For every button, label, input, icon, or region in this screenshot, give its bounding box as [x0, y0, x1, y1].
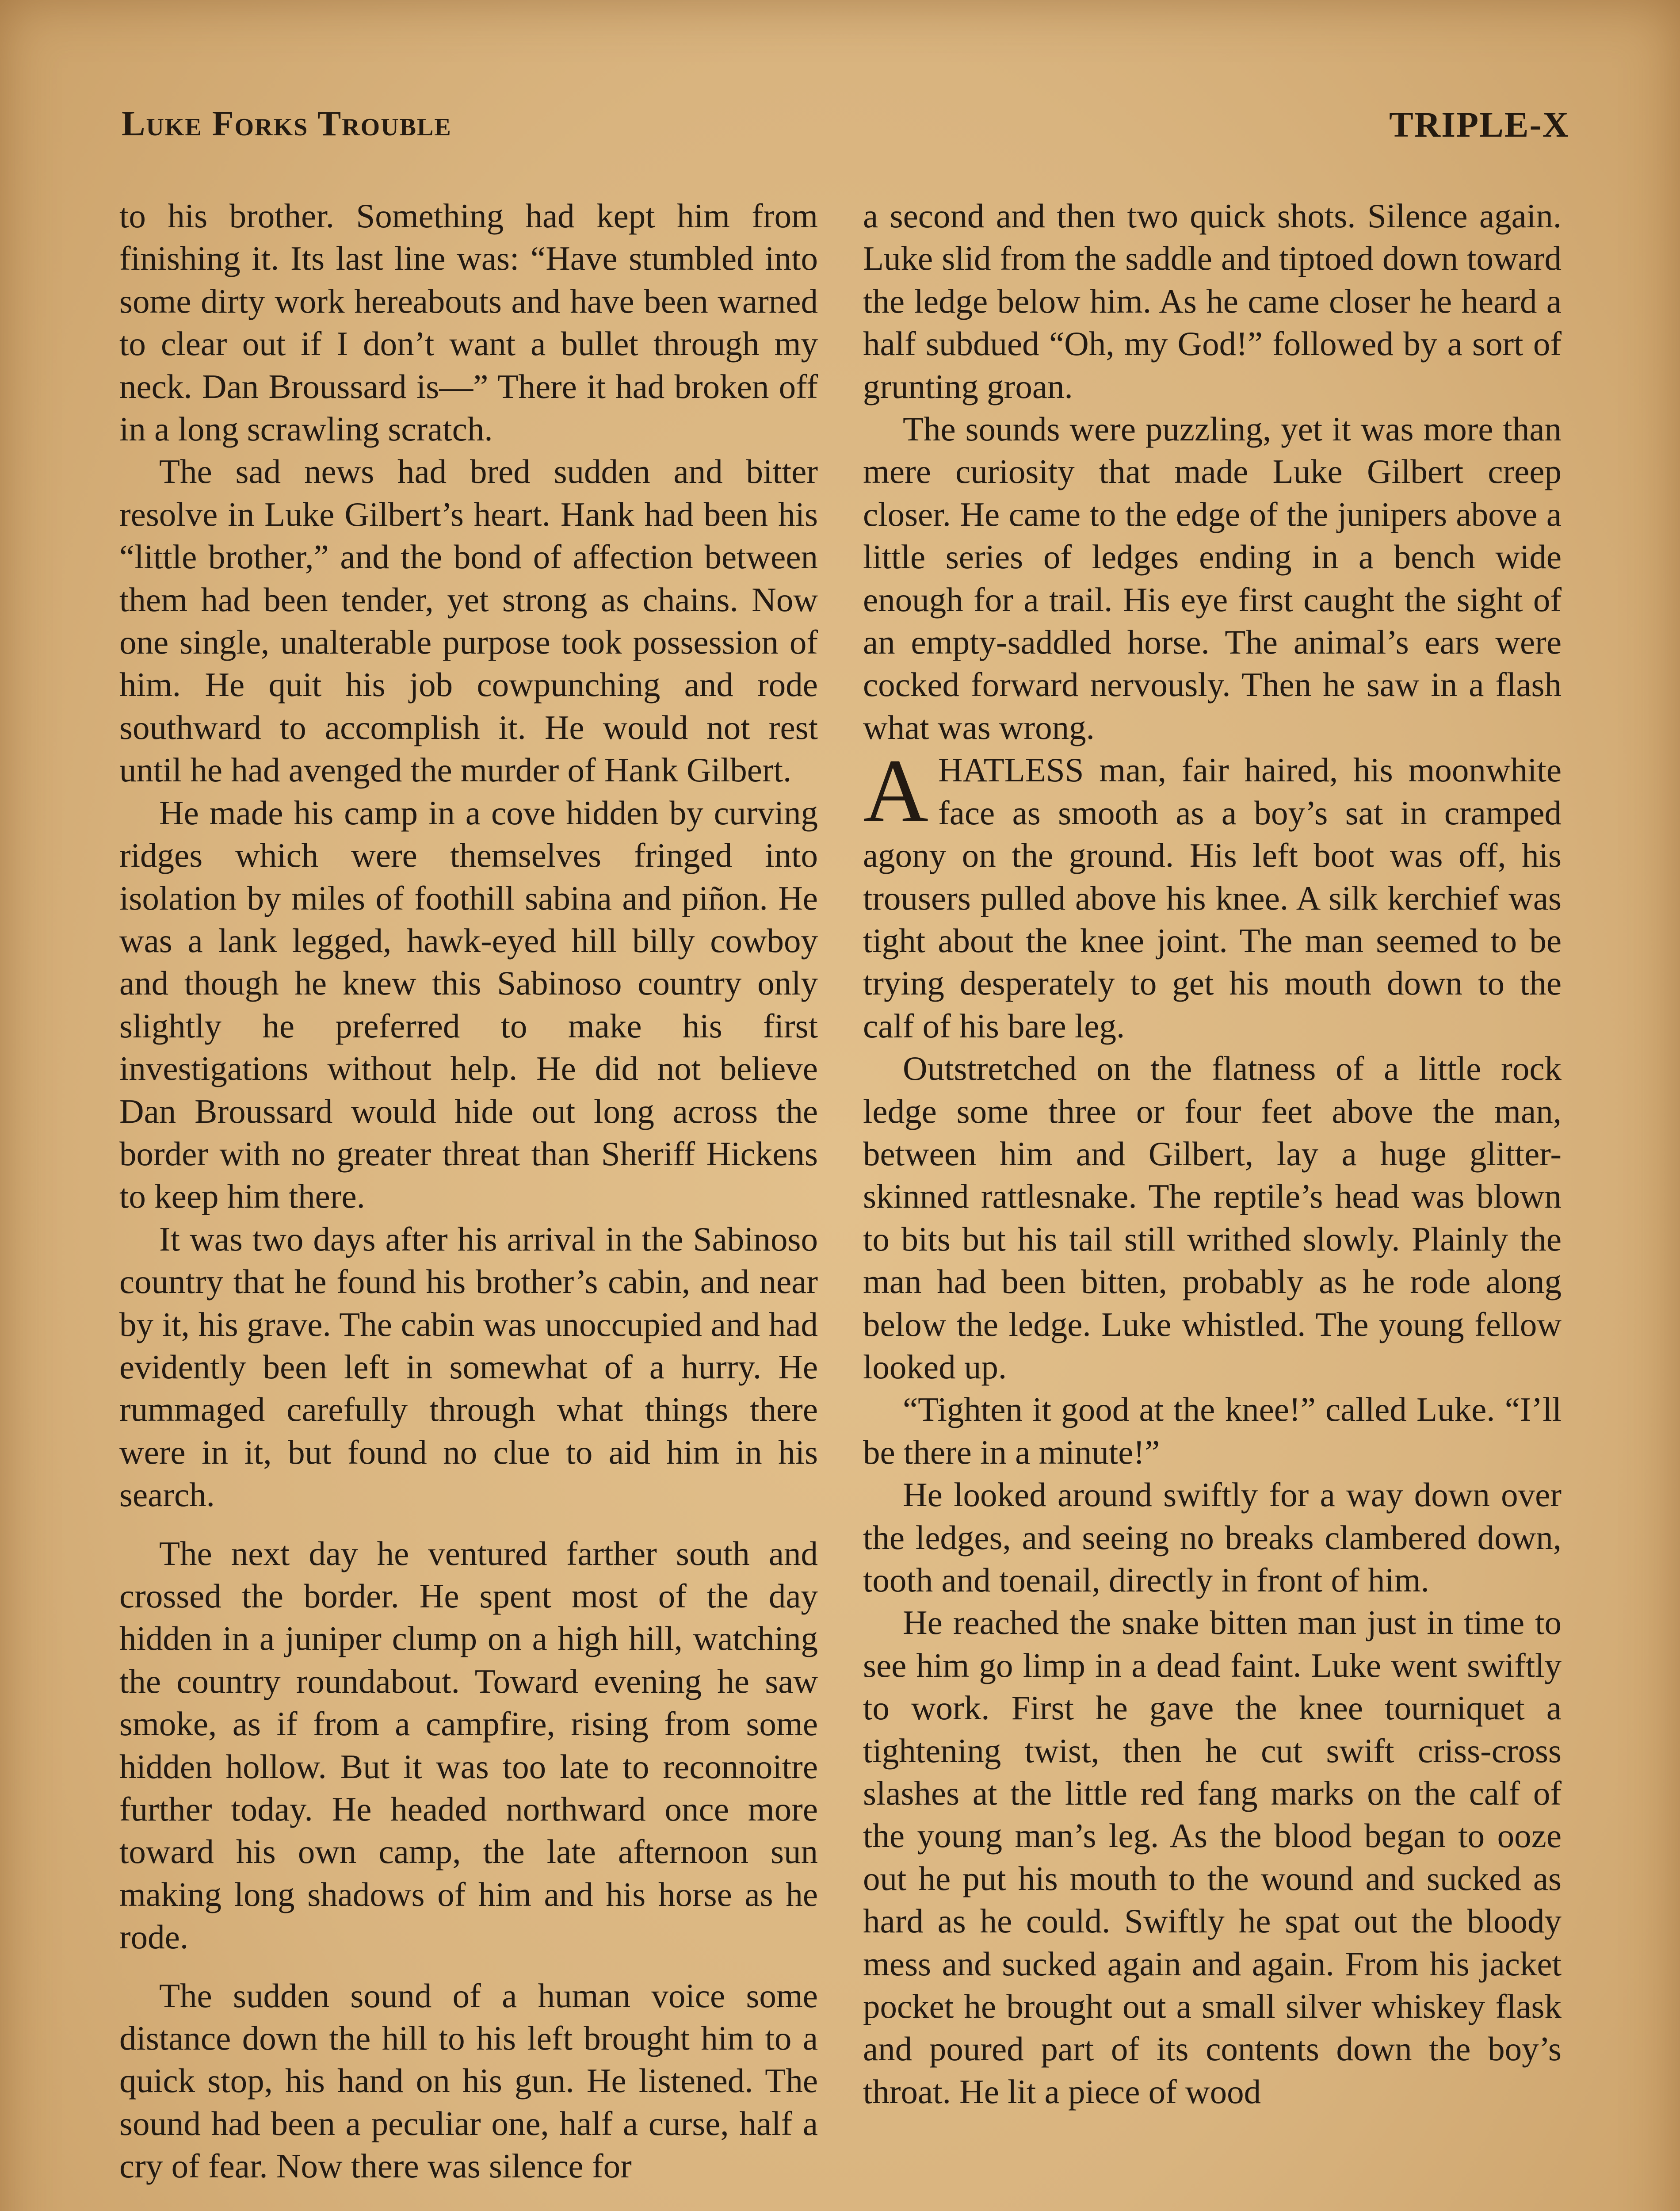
paragraph: The sounds were puzzling, yet it was more than mere curiosity that made Luke Gilbert creep closer. He came to the edge of the junipers above a little series of ledges ending in a bench wide enough for a trail. His eye first caught the sight of an empty-saddled horse. The animal’s ears were cocked forward nervously. Then he saw in a flash what was wrong.	[863, 410, 1562, 746]
paragraph: He looked around swiftly for a way down over the ledges, and seeing no breaks clambered down, tooth and toenail, directly in front of him.	[863, 1476, 1562, 1599]
paragraph: The next day he ventured farther south and crossed the border. He spent most of the day hidden in a juniper clump on a high hill, watching the country roundabout. Toward evening he saw smoke, as if from a campfire, rising from some hidden hollow. But it was too late to reconnoitre further today. He headed northward once more toward his own camp, the late afternoon sun making long shadows of him and his horse as he rode.	[119, 1534, 818, 1956]
paragraph: He reached the snake bitten man just in time to see him go limp in a dead faint. Luke went swiftly to work. First he gave the knee tourniquet a tightening twist, then he cut swift criss-cross slashes at the little red fang marks on the calf of the young man’s leg. As the blood began to ooze out he put his mouth to the wound and sucked as hard as he could. Swiftly he spat out the bloody mess and sucked again and again. From his jacket pocket he brought out a small silver whiskey flask and poured part of its contents down the boy’s throat. He lit a piece of wood	[863, 1603, 1562, 2111]
running-head-magazine: TRIPLE-X	[1389, 104, 1569, 145]
section-opening-paragraph	[863, 741, 1562, 1047]
right-text-column	[863, 195, 1562, 2211]
paragraph: The sudden sound of a human voice some distance down the hill to his left brought him to a quick stop, his hand on his gun. He listened. The sound had been a peculiar one, half a curse, half a cry of fear. Now there was silence for	[119, 1976, 818, 2185]
section-lead-text: HATLESS man, fair haired, his moonwhite face as smooth as a boy’s sat in cramped agony on the ground. His left boot was off, his trousers pulled above his knee. A silk kerchief was tight about the knee joint. The man seemed to be trying desperately to get his mouth down to the calf of his bare leg.	[863, 751, 1562, 1045]
paragraph: The sad news had bred sudden and bitter resolve in Luke Gilbert’s heart. Hank had been his “little brother,” and the bond of affection between them had been tender, yet strong as chains. Now one single, unalterable purpose took possession of him. He quit his job cowpunching and rode southward to accomplish it. He would not rest until he had avenged the murder of Hank Gilbert.	[119, 452, 818, 789]
paragraph: Outstretched on the flatness of a little rock ledge some three or four feet above the man, between him and Gilbert, lay a huge glitter-skinned rattlesnake. The reptile’s head was blown to bits but his tail still writhed slowly. Plainly the man had been bitten, probably as he rode along below the ledge. Luke whistled. The young fellow looked up.	[863, 1049, 1562, 1386]
paragraph: It was two days after his arrival in the Sabinoso country that he found his brother’s cabin, and near by it, his grave. The cabin was unoccupied and had evidently been left in somewhat of a hurry. He rummaged carefully through what things there were in it, but found no clue to aid him in his search.	[119, 1220, 818, 1514]
left-text-column	[119, 195, 818, 2211]
paragraph: He made his camp in a cove hidden by curving ridges which were themselves fringed into isolation by miles of foothill sabina and piñon. He was a lank legged, hawk-eyed hill billy cowboy and though he knew this Sabinoso country only slightly he preferred to make his first investigations without help. He did not believe Dan Broussard would hide out long across the border with no greater threat than Sheriff Hickens to keep him there.	[119, 793, 818, 1216]
paragraph: to his brother. Something had kept him from finishing it. Its last line was: “Have stumbled into some dirty work hereabouts and have been warned to clear out if I don’t want a bullet through my neck. Dan Broussard is—” There it had broken off in a long scrawling scratch.	[119, 197, 818, 448]
paragraph: a second and then two quick shots. Silence again. Luke slid from the saddle and tiptoed down toward the ledge below him. As he came closer he heard a half subdued “Oh, my God!” followed by a sort of grunting groan.	[863, 197, 1562, 405]
paragraph: “Tighten it good at the knee!” called Luke. “I’ll be there in a minute!”	[863, 1390, 1562, 1471]
running-head-title: Luke Forks Trouble	[122, 104, 452, 143]
drop-cap: A	[863, 741, 929, 842]
